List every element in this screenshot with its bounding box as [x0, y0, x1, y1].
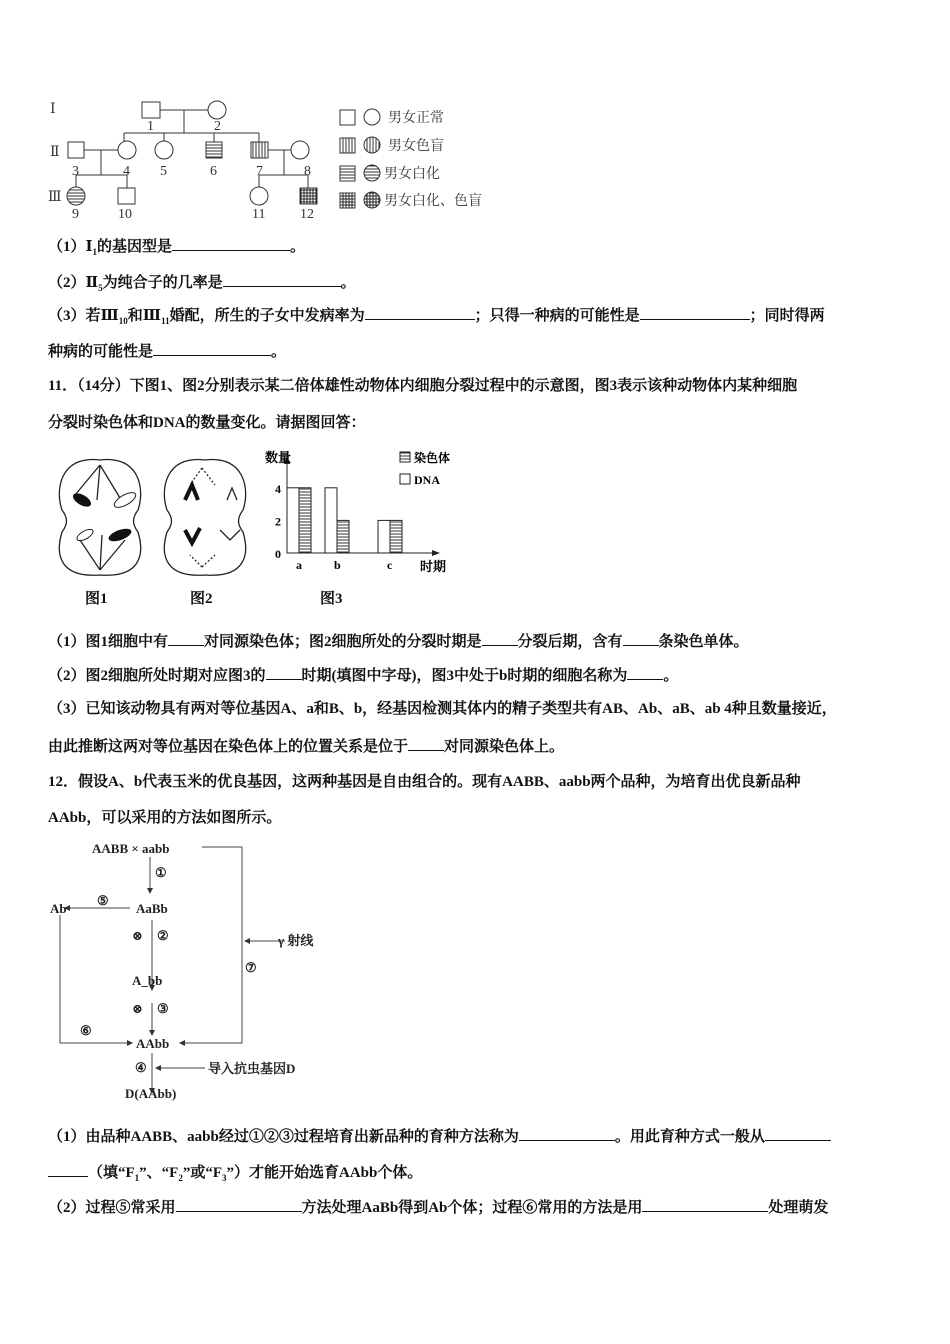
x-tick-label: c	[387, 558, 393, 572]
answer-blank[interactable]	[519, 1126, 615, 1141]
legend-swatch	[400, 452, 410, 462]
step-label: ⑦	[245, 960, 257, 975]
id-label: 11	[252, 207, 266, 222]
legend-label: 染色体	[414, 451, 451, 465]
bar-dna-c	[378, 520, 390, 553]
answer-blank[interactable]	[640, 305, 750, 320]
y-tick-label: 2	[275, 514, 281, 529]
step-label: ③	[157, 1001, 169, 1016]
fig1-caption: 图1	[85, 591, 108, 607]
bar-chromosome-c	[390, 520, 402, 553]
id-label: 1	[147, 119, 154, 134]
q12-part1: （1）由品种AABB、aabb经过①②③过程培育出新品种的育种方法称为 。用此育种方式一般从	[48, 1126, 831, 1147]
step-label: ⑤	[97, 893, 109, 908]
gen-label: Ⅱ	[50, 145, 60, 160]
q10-part1: $(1)Ⅰ_1$的基因型是 。	[48, 236, 305, 262]
id-label: 6	[210, 164, 217, 179]
genotype-ab: Ab	[50, 901, 67, 916]
selfing-symbol: ⊗	[132, 1001, 143, 1016]
x-tick-label: b	[334, 558, 341, 572]
breeding-flowchart	[40, 835, 340, 1105]
x-axis-label: 时期	[420, 559, 447, 574]
answer-blank[interactable]	[627, 665, 663, 680]
y-axis-label: 数量	[265, 450, 292, 465]
answer-blank[interactable]	[365, 305, 475, 320]
cell-figure-1	[59, 460, 140, 576]
q11-part2: （2）图2细胞所处时期对应图3的 时期(填图中字母)，图3中处于b时期的细胞名称为 。	[48, 665, 678, 686]
q12-part1-cont: （填“$F_1$”、“$F_2$”或“$F_3$”）才能开始选育AAbb个体。	[48, 1162, 422, 1188]
step-label: ⑥	[80, 1023, 92, 1038]
answer-blank[interactable]	[408, 736, 444, 751]
id-label: 8	[304, 164, 311, 179]
bar-dna-b	[325, 488, 337, 553]
fig3-caption: 图3	[320, 591, 343, 607]
answer-blank[interactable]	[48, 1162, 88, 1177]
q10-part2: $(2)Ⅱ_5$为纯合子的几率是 。	[48, 272, 356, 298]
fig2-caption: 图2	[190, 591, 213, 607]
answer-blank[interactable]	[623, 631, 659, 646]
q11-intro: 11．（14分）下图1、图2分别表示某二倍体雄性动物体内细胞分裂过程中的示意图，图3表示该种动物体内某种细胞	[48, 378, 798, 394]
answer-blank[interactable]	[176, 1197, 302, 1212]
genotype-d-aabb: D(AAbb)	[125, 1086, 177, 1101]
id-label: 5	[160, 164, 167, 179]
gene-insert-label: 导入抗虫基因D	[208, 1061, 296, 1076]
gen-label: Ⅰ	[50, 102, 56, 117]
cell-division-figures	[40, 440, 470, 610]
q11-part3-cont: 由此推断这两对等位基因在染色体上的位置关系是位于 对同源染色体上。	[48, 736, 564, 757]
q10-part3: （3）若$Ⅲ_{10}$和$Ⅲ_{11}$婚配，所生的子女中发病率为 ；只得一种病的可能性是 ；同时得两	[48, 305, 825, 331]
gen-label: Ⅲ	[48, 190, 62, 205]
selfing-symbol: ⊗	[132, 928, 143, 943]
answer-blank[interactable]	[642, 1197, 768, 1212]
genotype-a-bb: A_bb	[132, 973, 163, 988]
id-label: 3	[72, 164, 79, 179]
bar-chromosome-a	[299, 488, 311, 553]
q11-part1: （1）图1细胞中有 对同源染色体；图2细胞所处的分裂时期是 分裂后期，含有 条染色单体。	[48, 631, 749, 652]
legend-swatch	[400, 474, 410, 484]
step-label: ④	[135, 1060, 147, 1075]
step-label: ②	[157, 928, 169, 943]
legend-item: 男女白化	[384, 167, 440, 182]
id-label: 12	[300, 207, 314, 222]
id-label: 9	[72, 207, 79, 222]
answer-blank[interactable]	[153, 341, 271, 356]
answer-blank[interactable]	[172, 236, 290, 251]
gamma-ray-label: γ 射线	[278, 933, 314, 948]
q11-part3: （3）已知该动物具有两对等位基因A、a和B、b，经基因检测其体内的精子类型共有AB、Ab、aB、ab 4种且数量接近，	[48, 701, 837, 717]
q12-intro-cont: AAbb，可以采用的方法如图所示。	[48, 810, 282, 826]
legend-item: 男女正常	[388, 111, 444, 126]
id-label: 7	[256, 164, 263, 179]
answer-blank[interactable]	[765, 1126, 831, 1141]
bar-chart	[265, 450, 450, 574]
legend-item: 男女色盲	[388, 139, 444, 154]
id-label: 10	[118, 207, 132, 222]
step-label: ①	[155, 865, 167, 880]
q12-intro: 12．假设A、b代表玉米的优良基因，这两种基因是自由组合的。现有AABB、aabb两个品种，为培育出优良新品种	[48, 774, 801, 790]
legend-label: DNA	[414, 473, 440, 487]
legend-item: 男女白化、色盲	[384, 194, 482, 209]
q11-intro-cont: 分裂时染色体和DNA的数量变化。请据图回答：	[48, 415, 366, 431]
bar-dna-a	[287, 488, 299, 553]
id-label: 2	[214, 119, 221, 134]
y-tick-label: 0	[275, 547, 281, 561]
cell-figure-2	[164, 460, 245, 576]
genotype-aabb: AAbb	[136, 1036, 170, 1051]
x-tick-label: a	[296, 558, 302, 572]
bar-chromosome-b	[337, 520, 349, 553]
pedigree-chart	[0, 90, 520, 230]
answer-blank[interactable]	[266, 665, 302, 680]
q12-part2: （2）过程⑤常采用 方法处理AaBb得到Ab个体；过程⑥常用的方法是用 处理萌发	[48, 1197, 828, 1218]
parent-cross: AABB × aabb	[92, 841, 170, 856]
answer-blank[interactable]	[168, 631, 204, 646]
q10-part3-cont: 种病的可能性是 。	[48, 341, 286, 362]
genotype-f1: AaBb	[136, 901, 168, 916]
y-tick-label: 4	[275, 481, 281, 496]
answer-blank[interactable]	[223, 272, 341, 287]
id-label: 4	[123, 164, 130, 179]
answer-blank[interactable]	[482, 631, 518, 646]
